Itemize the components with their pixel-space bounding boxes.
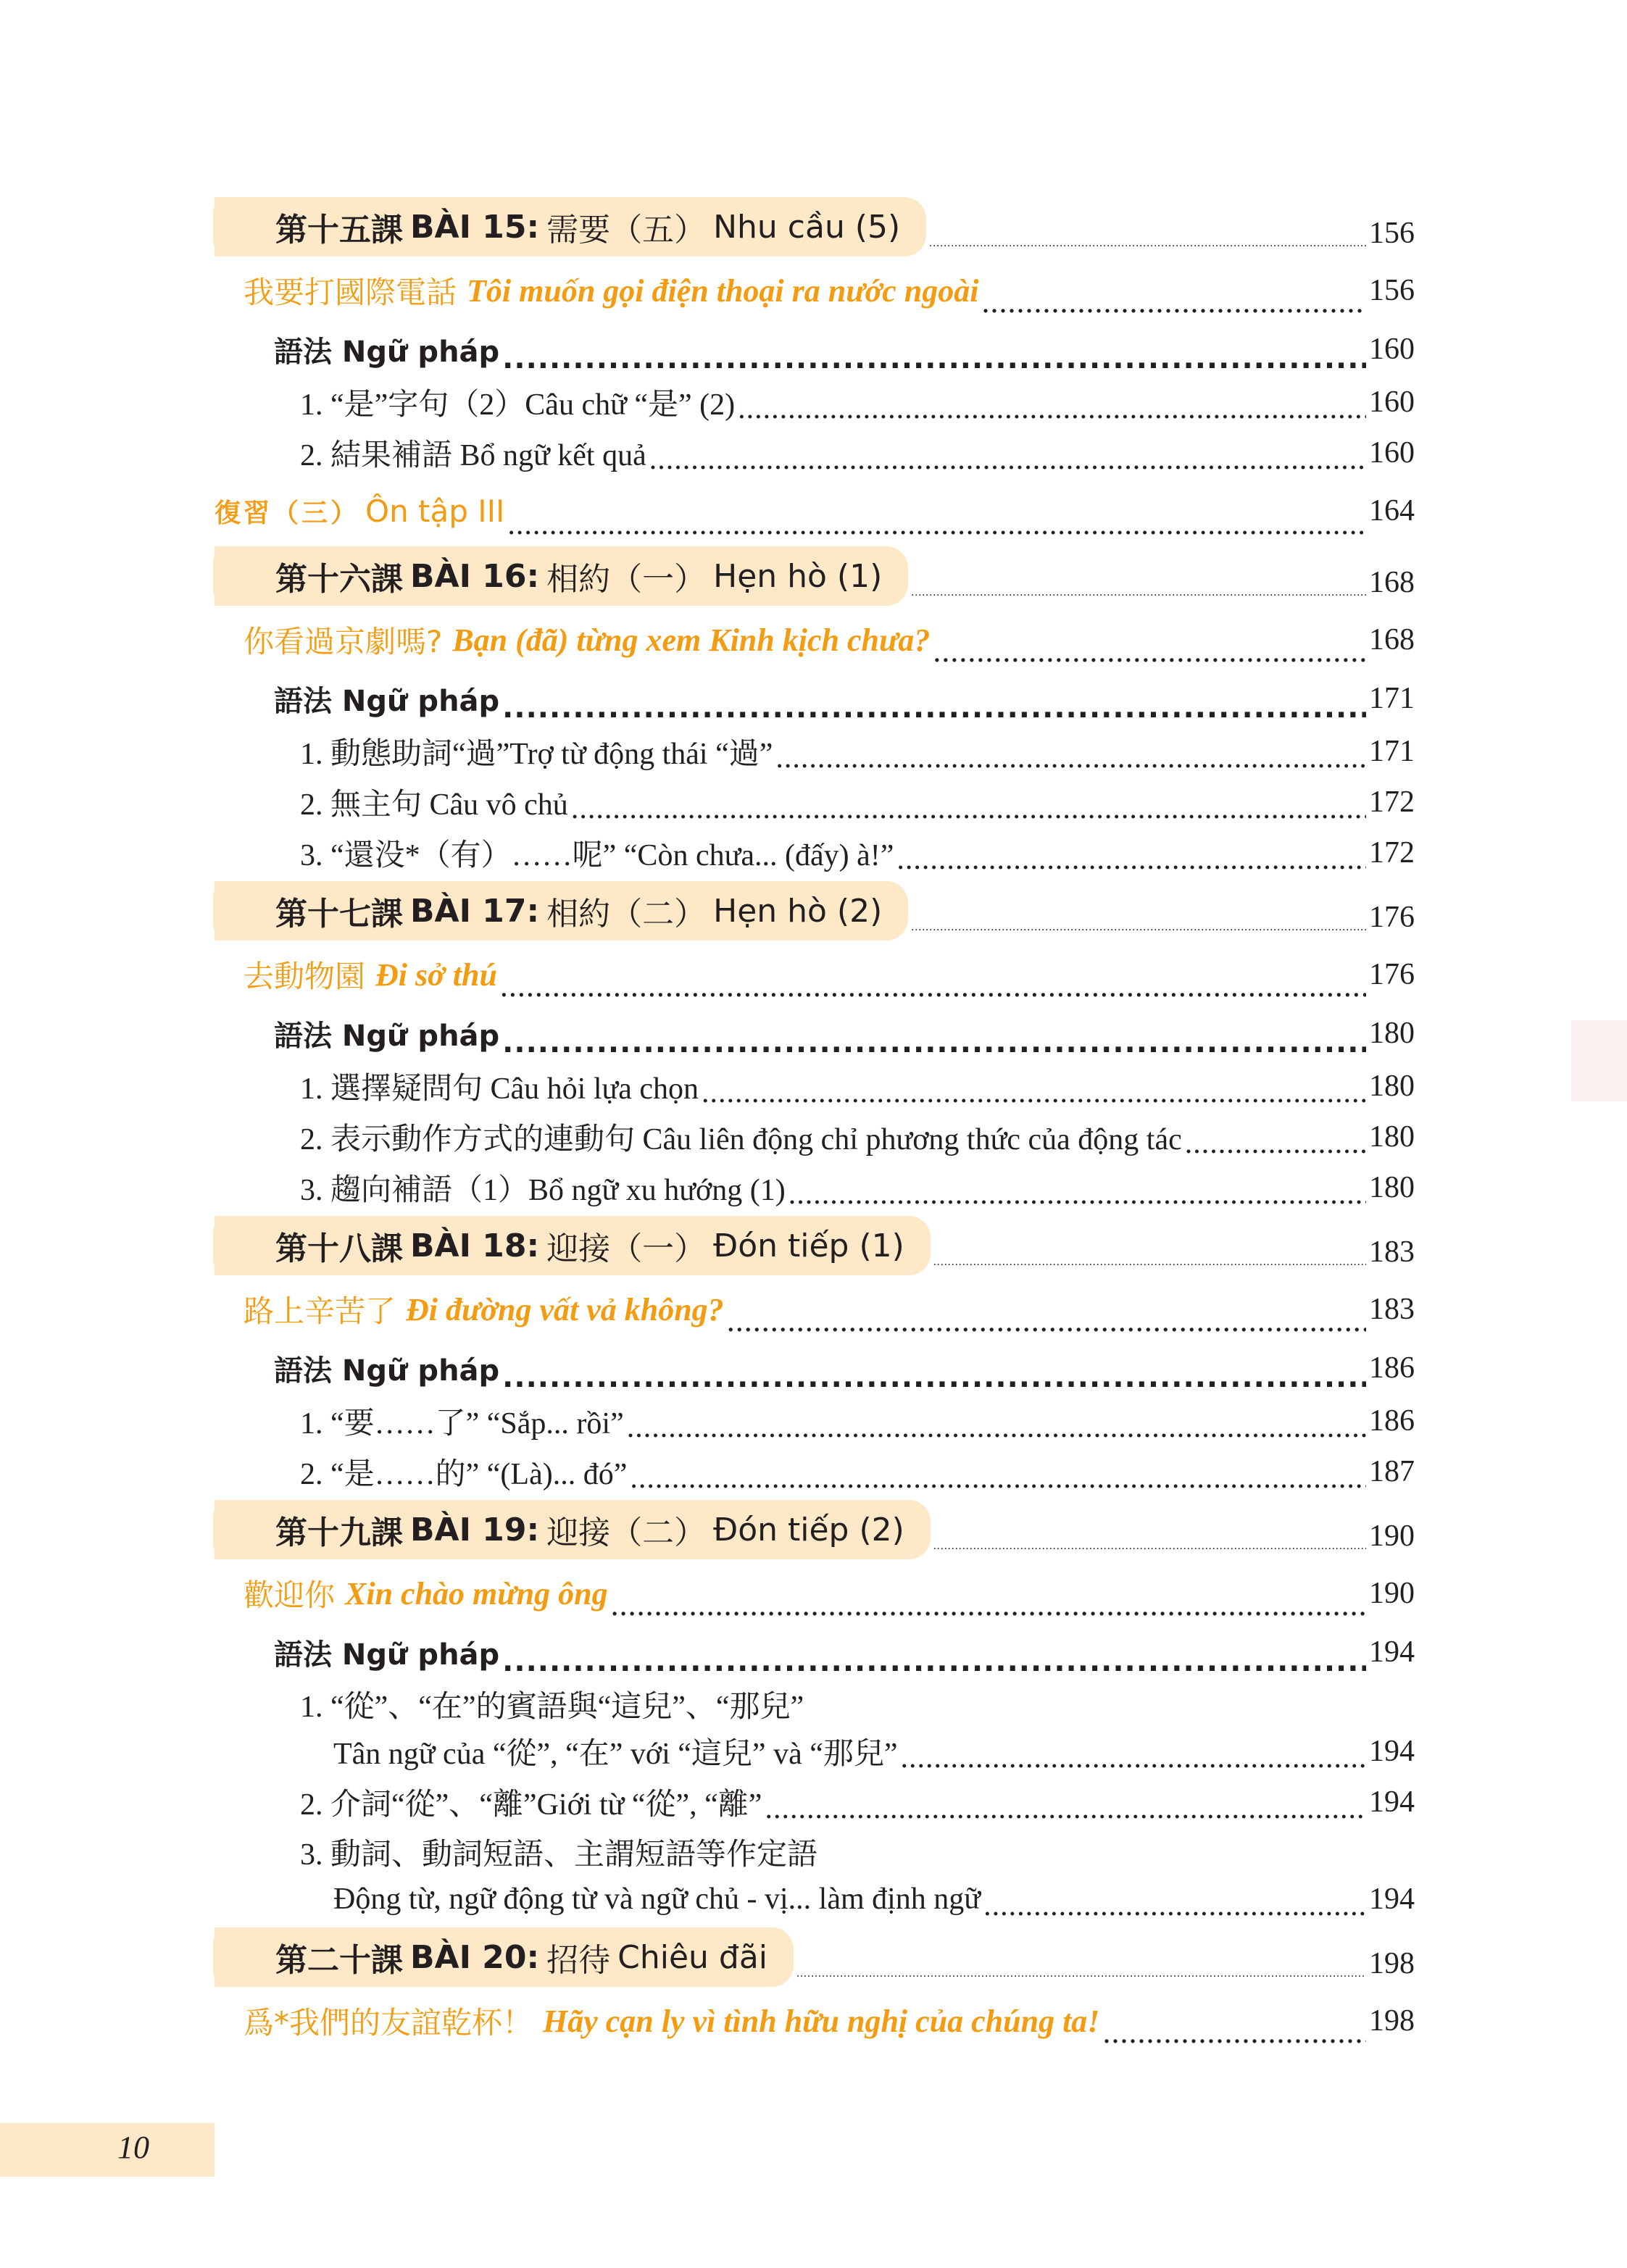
dot-leader xyxy=(727,1309,1366,1341)
dot-leader xyxy=(702,1081,1366,1112)
dot-leader xyxy=(630,1467,1366,1497)
toc-lesson-row[interactable] xyxy=(215,1497,1415,1562)
page-ref: 160 xyxy=(1369,385,1415,419)
lesson-number-vi: BÀI 15: xyxy=(410,208,540,246)
footer-band xyxy=(0,2123,215,2177)
toc-dialog-row[interactable] xyxy=(215,609,1415,671)
toc-item-row[interactable] xyxy=(215,1777,1415,1827)
page-ref: 180 xyxy=(1369,1171,1415,1204)
page-ref: 160 xyxy=(1369,436,1415,470)
lesson-topic-vi: Đón tiếp (2) xyxy=(713,1511,904,1548)
grammar-item-text: Động từ, ngữ động từ và ngữ chủ - vị... làm định ngữ xyxy=(333,1883,981,1916)
page-ref: 176 xyxy=(1369,901,1415,934)
page-number: 10 xyxy=(117,2130,149,2165)
dot-leader xyxy=(502,1032,1366,1061)
lesson-number-cn: 第十七課 xyxy=(275,896,403,933)
lesson-title-pill xyxy=(215,881,908,941)
page-ref: 172 xyxy=(1369,785,1415,819)
grammar-label: 語法 Ngữ pháp xyxy=(274,1638,500,1672)
dialog-title-cn: 爲*我們的友誼乾杯！ xyxy=(244,2005,533,2040)
page-ref: 168 xyxy=(1369,623,1415,656)
toc-dialog-row[interactable] xyxy=(215,1990,1415,2052)
lesson-number-cn: 第十六課 xyxy=(275,561,403,598)
toc-review-row[interactable] xyxy=(215,478,1415,543)
dot-leader xyxy=(1185,1132,1366,1162)
page-ref: 190 xyxy=(1369,1519,1415,1553)
grammar-label: 語法 Ngữ pháp xyxy=(274,1354,500,1388)
toc-gram-row[interactable] xyxy=(215,671,1415,726)
dot-leader xyxy=(796,1969,1366,1981)
lesson-number-cn: 第二十課 xyxy=(275,1942,403,1979)
grammar-label: 語法 Ngữ pháp xyxy=(274,684,500,718)
dot-leader xyxy=(502,1367,1366,1396)
review-title-vi: Ôn tập III xyxy=(365,493,505,529)
grammar-item-text: 1. “要……了” “Sắp... rồi” xyxy=(300,1407,624,1441)
page-ref: 172 xyxy=(1369,836,1415,870)
lesson-title-pill xyxy=(215,1216,931,1275)
dot-leader xyxy=(896,848,1366,878)
lesson-topic-cn: 招待 xyxy=(546,1942,611,1979)
dot-leader xyxy=(765,1797,1366,1827)
dialog-title-cn: 路上辛苦了 xyxy=(244,1293,396,1329)
dialog-title-vi: Đi sở thú xyxy=(375,956,497,993)
grammar-item-text: 3. 趨向補語（1）Bổ ngữ xu hướng (1) xyxy=(300,1174,786,1207)
page-ref: 183 xyxy=(1369,1235,1415,1269)
page-ref: 156 xyxy=(1369,217,1415,250)
grammar-item-text: 1. 動態助詞“過”Trợ từ động thái “過” xyxy=(300,738,773,771)
toc-lesson-row[interactable] xyxy=(215,194,1415,259)
lesson-title-pill xyxy=(215,1500,931,1559)
lesson-topic-vi: Đón tiếp (1) xyxy=(713,1227,904,1264)
lesson-number-cn: 第十九課 xyxy=(275,1514,403,1551)
grammar-label: 語法 Ngữ pháp xyxy=(274,335,500,369)
page-ref: 194 xyxy=(1369,1735,1415,1768)
dialog-title-cn: 你看過京劇嗎? xyxy=(244,624,443,659)
grammar-item-text: 2. 介詞“從”、“離”Giới từ “從”, “離” xyxy=(300,1788,762,1822)
toc-item2-row[interactable] xyxy=(215,1680,1415,1726)
dot-leader xyxy=(911,923,1366,935)
toc-lesson-row[interactable] xyxy=(215,543,1415,609)
page-ref: 186 xyxy=(1369,1404,1415,1438)
dot-leader xyxy=(933,639,1366,671)
dot-leader xyxy=(775,746,1366,777)
dot-leader xyxy=(502,1651,1366,1680)
dot-leader xyxy=(933,1542,1366,1554)
dot-leader xyxy=(500,974,1366,1006)
lesson-topic-cn: 迎接（一） xyxy=(546,1230,707,1267)
lesson-topic-cn: 需要（五） xyxy=(546,212,707,249)
dot-leader xyxy=(1102,2020,1366,2052)
toc-dialog-row[interactable] xyxy=(215,259,1415,322)
dot-leader xyxy=(929,239,1366,251)
lesson-number-vi: BÀI 18: xyxy=(410,1227,540,1264)
lesson-topic-cn: 相約（二） xyxy=(546,896,707,933)
page-ref: 180 xyxy=(1369,1070,1415,1103)
lesson-topic-cn: 迎接（二） xyxy=(546,1514,707,1551)
lesson-topic-vi: Hẹn hò (2) xyxy=(713,892,883,930)
page-ref: 190 xyxy=(1369,1577,1415,1610)
dialog-title-cn: 去動物園 xyxy=(244,959,366,994)
lesson-title-pill xyxy=(215,1927,794,1987)
dot-leader xyxy=(571,797,1366,827)
grammar-item-text: 3. 動詞、動詞短語、主謂短語等作定語 xyxy=(300,1838,818,1872)
dialog-title-vi: Tôi muốn gọi điện thoại ra nước ngoài xyxy=(467,272,979,309)
page-ref: 171 xyxy=(1369,735,1415,768)
page-ref: 186 xyxy=(1369,1351,1415,1385)
dialog-title-vi: Xin chào mừng ông xyxy=(345,1575,608,1612)
toc-gram-row[interactable] xyxy=(215,1341,1415,1396)
page-ref: 156 xyxy=(1369,274,1415,307)
page-ref: 194 xyxy=(1369,1785,1415,1819)
toc-item-row[interactable] xyxy=(215,1396,1415,1446)
lesson-topic-vi: Hẹn hò (1) xyxy=(713,557,883,595)
review-title-cn: 復習（三） xyxy=(215,498,360,528)
grammar-item-text: 2. 表示動作方式的連動句 Câu liên động chỉ phương thức của động tác xyxy=(300,1123,1182,1156)
dialog-title-cn: 歡迎你 xyxy=(244,1577,336,1613)
toc-item-row[interactable] xyxy=(215,777,1415,827)
dot-leader xyxy=(738,397,1366,428)
lesson-title-pill xyxy=(215,197,926,257)
toc-item-row[interactable] xyxy=(215,827,1415,878)
toc-item-row[interactable] xyxy=(215,377,1415,428)
page-ref: 176 xyxy=(1369,958,1415,991)
dot-leader xyxy=(788,1183,1366,1213)
toc-item-row[interactable] xyxy=(215,1061,1415,1112)
lesson-number-vi: BÀI 16: xyxy=(410,557,540,595)
page-ref: 183 xyxy=(1369,1293,1415,1326)
lesson-topic-vi: Chiêu đãi xyxy=(617,1938,768,1976)
toc-lesson-row[interactable] xyxy=(215,1925,1415,1990)
page-ref: 198 xyxy=(1369,1947,1415,1980)
toc-item-row[interactable] xyxy=(215,1162,1415,1213)
dot-leader xyxy=(611,1593,1366,1625)
page-ref: 160 xyxy=(1369,333,1415,366)
toc-item-row[interactable] xyxy=(215,1446,1415,1497)
grammar-item-text: 2. 無主句 Câu vô chủ xyxy=(300,788,568,822)
dot-leader xyxy=(981,290,1366,322)
dot-leader xyxy=(911,588,1366,600)
toc-lesson-row[interactable] xyxy=(215,878,1415,943)
page-ref: 187 xyxy=(1369,1455,1415,1488)
page-ref: 168 xyxy=(1369,566,1415,599)
dialog-title-vi: Hãy cạn ly vì tình hữu nghị của chúng ta! xyxy=(543,2003,1100,2039)
toc-gram-row[interactable] xyxy=(215,1006,1415,1061)
grammar-item-text: 1. 選擇疑問句 Câu hỏi lựa chọn xyxy=(300,1072,699,1106)
dialog-title-cn: 我要打國際電話 xyxy=(244,275,457,310)
page-ref: 194 xyxy=(1369,1635,1415,1669)
toc-dialog-row[interactable] xyxy=(215,1562,1415,1625)
page-ref: 198 xyxy=(1369,2004,1415,2038)
lesson-number-vi: BÀI 20: xyxy=(410,1938,540,1976)
toc-gram-row[interactable] xyxy=(215,1625,1415,1680)
grammar-item-text: 1. “是”字句（2）Câu chữ “是” (2) xyxy=(300,388,736,422)
toc-cont-row[interactable] xyxy=(215,1874,1415,1925)
dialog-title-vi: Bạn (đã) từng xem Kinh kịch chưa? xyxy=(452,622,931,658)
dot-leader xyxy=(627,1416,1366,1446)
page-ref: 180 xyxy=(1369,1120,1415,1154)
grammar-item-text: 2. “是……的” “(Là)... đó” xyxy=(300,1458,628,1491)
dot-leader xyxy=(983,1894,1366,1925)
grammar-label: 語法 Ngữ pháp xyxy=(274,1019,500,1053)
lesson-number-vi: BÀI 19: xyxy=(410,1511,540,1548)
dot-leader xyxy=(933,1258,1366,1270)
grammar-item-text: 2. 結果補語 Bổ ngữ kết quả xyxy=(300,439,646,472)
dot-leader xyxy=(502,697,1366,726)
side-tab-marker xyxy=(1571,1020,1627,1101)
toc-cont-row[interactable] xyxy=(215,1726,1415,1777)
grammar-item-text: 1. “從”、“在”的賓語與“這兒”、“那兒” xyxy=(300,1690,804,1724)
page-ref: 164 xyxy=(1369,494,1415,528)
dialog-title-vi: Đi đường vất vả không? xyxy=(406,1291,724,1327)
lesson-topic-cn: 相約（一） xyxy=(546,561,707,598)
toc-item2-row[interactable] xyxy=(215,1827,1415,1874)
page-ref: 180 xyxy=(1369,1017,1415,1050)
table-of-contents xyxy=(215,194,1415,2052)
toc-gram-row[interactable] xyxy=(215,322,1415,377)
dot-leader xyxy=(507,513,1366,543)
dot-leader xyxy=(649,448,1366,478)
page-ref: 194 xyxy=(1369,1883,1415,1916)
lesson-number-vi: BÀI 17: xyxy=(410,892,540,930)
lesson-number-cn: 第十五課 xyxy=(275,212,403,249)
grammar-item-text: 3. “還没*（有）……呢” “Còn chưa... (đấy) à!” xyxy=(300,839,894,872)
lesson-number-cn: 第十八課 xyxy=(275,1230,403,1267)
toc-lesson-row[interactable] xyxy=(215,1213,1415,1278)
toc-item-row[interactable] xyxy=(215,428,1415,478)
lesson-title-pill xyxy=(215,546,908,606)
toc-dialog-row[interactable] xyxy=(215,1278,1415,1341)
toc-item-row[interactable] xyxy=(215,726,1415,777)
lesson-topic-vi: Nhu cầu (5) xyxy=(713,208,901,246)
page-ref: 171 xyxy=(1369,682,1415,715)
toc-dialog-row[interactable] xyxy=(215,943,1415,1006)
toc-item-row[interactable] xyxy=(215,1112,1415,1162)
dot-leader xyxy=(502,348,1366,377)
grammar-item-text: Tân ngữ của “從”, “在” với “這兒” và “那兒” xyxy=(333,1738,898,1771)
dot-leader xyxy=(901,1746,1367,1777)
